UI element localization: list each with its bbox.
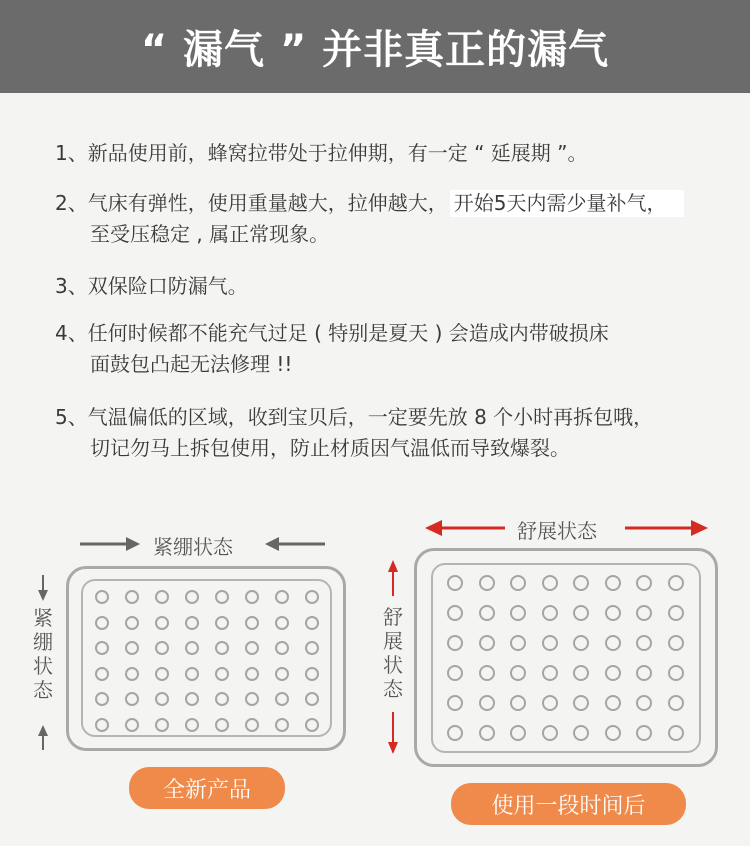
mattress-hole [245,718,259,732]
mattress-hole [573,665,589,681]
mattress-hole [573,575,589,591]
left-down-arrow [38,575,48,601]
mattress-hole [510,665,526,681]
mattress-hole [542,665,558,681]
mattress-hole [95,692,109,706]
right-down-arrow [388,712,398,754]
mattress-hole [479,725,495,741]
mattress-hole [95,590,109,604]
mattress-hole [510,575,526,591]
note-2-prefix: 2、气床有弹性，使用重量越大，拉伸越大， [55,191,448,215]
mattress-hole [573,695,589,711]
right-side-char-4: 态 [383,677,403,701]
note-1-text: 1、新品使用前，蜂窝拉带处于拉伸期，有一定 “ 延展期 ”。 [55,141,588,165]
mattress-hole [510,605,526,621]
right-side-char-2: 展 [383,629,403,653]
mattress-hole [636,635,652,651]
left-mattress [66,566,346,751]
right-up-arrow [388,560,398,596]
mattress-hole [215,718,229,732]
mattress-hole [305,692,319,706]
mattress-hole [479,605,495,621]
mattress-hole [275,641,289,655]
mattress-hole [668,575,684,591]
note-3-text: 3、双保险口防漏气。 [55,274,248,298]
mattress-hole [185,616,199,630]
mattress-hole [125,692,139,706]
mattress-hole [95,667,109,681]
mattress-hole [573,635,589,651]
page-title: “ 漏气 ” 并非真正的漏气 [140,27,610,73]
mattress-hole [245,616,259,630]
after-use-badge: 使用一段时间后 [451,783,686,825]
mattress-hole [245,692,259,706]
right-top-label: 舒展状态 [517,519,597,543]
mattress-hole [155,718,169,732]
mattress-hole [125,641,139,655]
mattress-hole [668,665,684,681]
mattress-hole [479,695,495,711]
mattress-hole [245,667,259,681]
mattress-hole [125,616,139,630]
note-4-line-2: 面鼓包凸起无法修理 !! [90,352,293,376]
mattress-hole [95,641,109,655]
note-2-highlight: 开始5天内需少量补气， [450,190,685,217]
right-side-char-3: 状 [383,653,403,677]
mattress-hole [668,695,684,711]
mattress-hole [305,616,319,630]
mattress-hole [605,605,621,621]
mattress-hole [542,725,558,741]
left-inward-arrow-left [80,537,140,551]
left-side-char-4: 态 [33,678,53,702]
mattress-hole [510,695,526,711]
mattress-hole [542,605,558,621]
mattress-hole [155,641,169,655]
right-outward-arrow-left [425,520,505,536]
mattress-hole [668,725,684,741]
mattress-hole [125,667,139,681]
mattress-hole [185,667,199,681]
right-mattress-inner [431,563,701,753]
new-product-badge: 全新产品 [129,767,285,809]
mattress-hole [185,692,199,706]
mattress-hole [605,635,621,651]
mattress-hole [215,616,229,630]
mattress-hole [185,718,199,732]
mattress-hole [215,692,229,706]
mattress-hole [668,635,684,651]
mattress-hole [636,665,652,681]
left-top-label: 紧绷状态 [153,535,233,559]
left-side-label [31,606,55,702]
mattress-hole [636,605,652,621]
left-up-arrow [38,725,48,750]
note-2-line-2: 至受压稳定 , 属正常现象。 [90,222,330,246]
mattress-hole [185,641,199,655]
mattress-hole [605,575,621,591]
mattress-hole [155,590,169,604]
mattress-hole [510,635,526,651]
note-5-line-2: 切记勿马上拆包使用，防止材质因气温低而导致爆裂。 [90,436,570,460]
mattress-hole [605,725,621,741]
mattress-hole [275,667,289,681]
mattress-hole [605,695,621,711]
note-5-line-1: 5、气温偏低的区域，收到宝贝后，一定要先放 8 个小时再拆包哦， [55,405,654,429]
mattress-hole [542,695,558,711]
mattress-hole [275,590,289,604]
mattress-hole [125,590,139,604]
left-side-char-3: 状 [33,654,53,678]
mattress-hole [215,590,229,604]
mattress-hole [215,667,229,681]
right-outward-arrow-right [625,520,708,536]
mattress-hole [542,575,558,591]
mattress-hole [305,718,319,732]
left-inward-arrow-right [265,537,325,551]
right-mattress [414,548,718,767]
mattress-hole [479,665,495,681]
mattress-hole [636,695,652,711]
mattress-hole [275,616,289,630]
mattress-hole [155,692,169,706]
mattress-hole [275,692,289,706]
mattress-hole [510,725,526,741]
mattress-hole [447,635,463,651]
mattress-hole [636,575,652,591]
mattress-hole [95,718,109,732]
mattress-hole [479,635,495,651]
mattress-hole [185,590,199,604]
mattress-hole [447,605,463,621]
mattress-hole [125,718,139,732]
mattress-hole [479,575,495,591]
mattress-hole [447,695,463,711]
right-side-char-1: 舒 [383,605,403,629]
mattress-hole [305,641,319,655]
left-side-char-2: 绷 [33,630,53,654]
mattress-hole [447,575,463,591]
mattress-hole [542,635,558,651]
mattress-hole [305,590,319,604]
mattress-hole [305,667,319,681]
mattress-hole [447,725,463,741]
mattress-hole [605,665,621,681]
right-side-label [381,605,405,701]
mattress-hole [215,641,229,655]
left-mattress-inner [81,579,332,737]
mattress-hole [155,667,169,681]
mattress-hole [573,725,589,741]
mattress-hole [155,616,169,630]
mattress-hole [95,616,109,630]
mattress-hole [636,725,652,741]
mattress-hole [668,605,684,621]
left-side-char-1: 紧 [33,606,53,630]
note-4-line-1: 4、任何时候都不能充气过足 ( 特别是夏天 ) 会造成内带破损床 [55,321,609,345]
mattress-hole [573,605,589,621]
mattress-hole [275,718,289,732]
mattress-hole [245,590,259,604]
mattress-hole [245,641,259,655]
mattress-hole [447,665,463,681]
